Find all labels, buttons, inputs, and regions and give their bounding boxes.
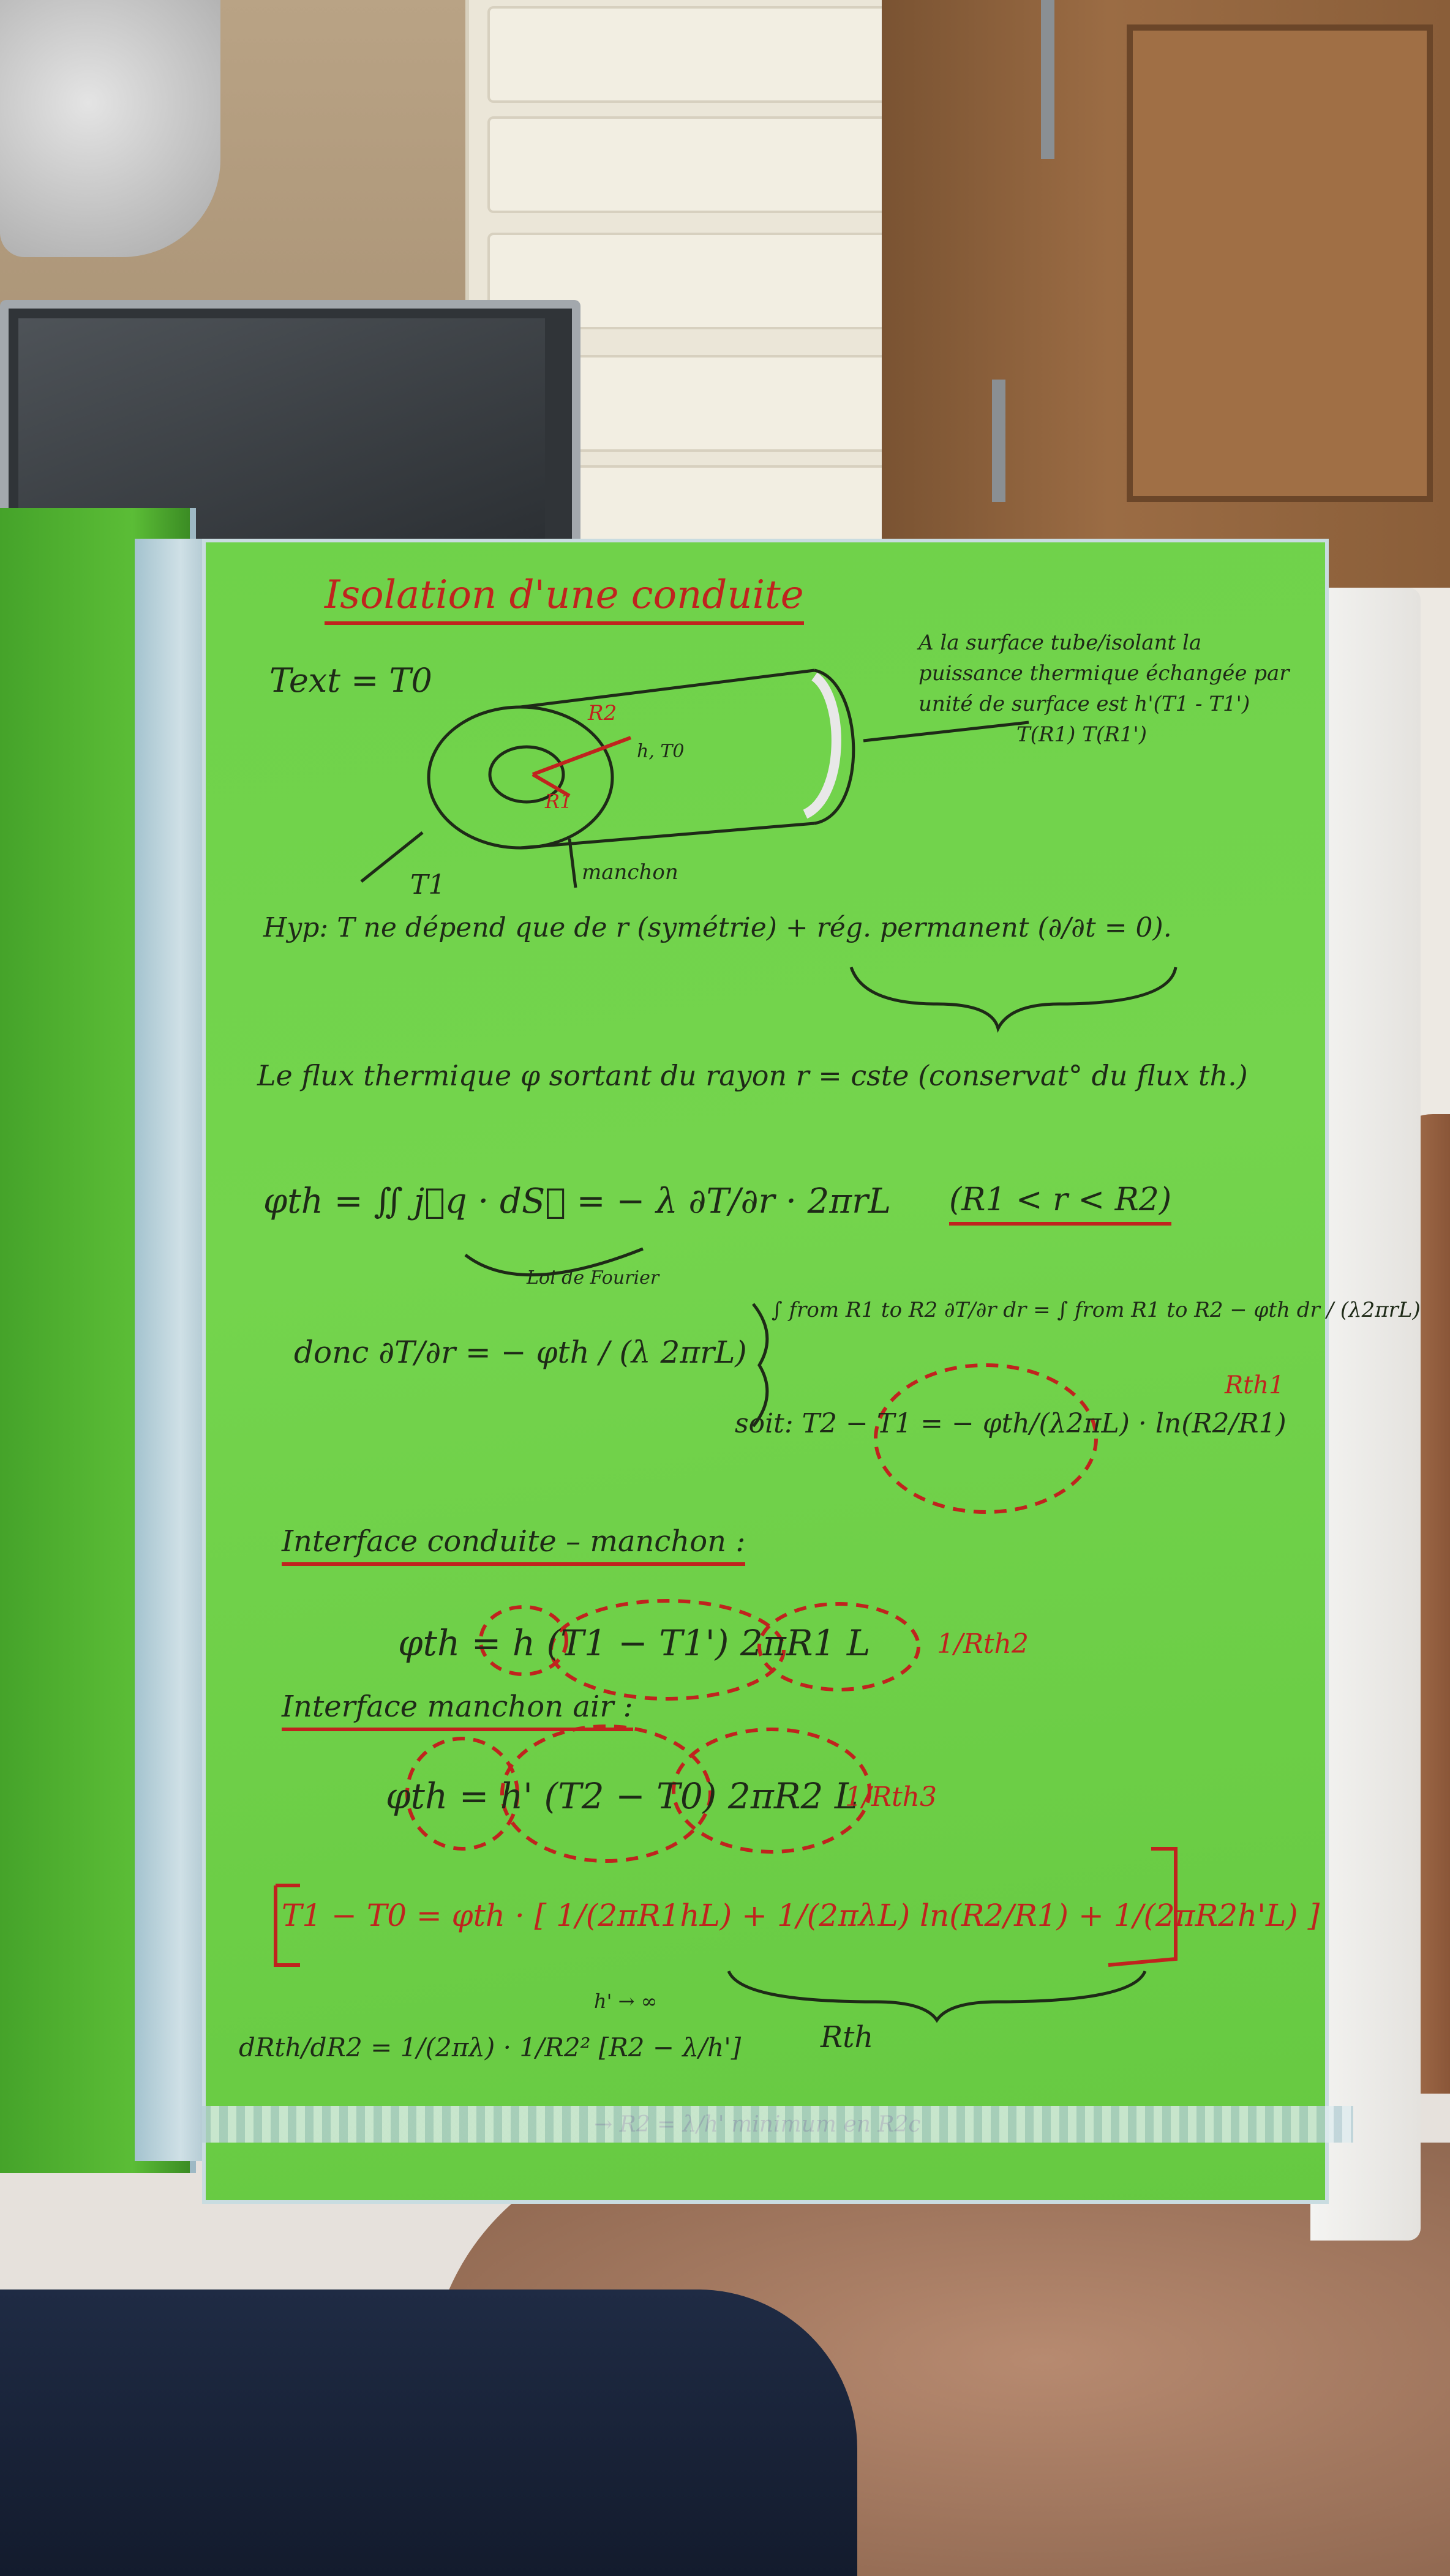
flux-statement: Le flux thermique φ sortant du rayon r = cste (conservat° du flux th.) (257, 1059, 1248, 1092)
rth2-label: 1/Rth2 (937, 1628, 1029, 1660)
integral-equation: ∫ from R1 to R2 ∂T/∂r dr = ∫ from R1 to R2 − φth dr / (λ2πrL) (772, 1298, 1421, 1322)
label-t1: T1 (410, 869, 446, 900)
surface-note-3: unité de surface est h'(T1 - T1') (918, 692, 1250, 716)
cabinet-panel (1127, 24, 1433, 502)
drawer (487, 6, 896, 103)
label-r1: R1 (545, 790, 573, 813)
phi-integral: φth = ∬ j⃗q · dS⃗ = − λ ∂T/∂r · 2πrL (263, 1181, 892, 1221)
rth-brace (729, 1971, 1145, 2020)
interface2-equation: φth = h' (T2 − T0) 2πR2 L (386, 1775, 858, 1817)
hinge (1041, 0, 1054, 159)
pipe-outer-end (429, 707, 612, 848)
hinge (992, 380, 1005, 502)
donc-equation: donc ∂T/∂r = − φth / (λ 2πrL) (294, 1335, 747, 1370)
text-ext: Text = T0 (269, 661, 432, 700)
sweater (0, 0, 220, 257)
label-manchon: manchon (582, 860, 678, 885)
range: (R1 < r < R2) (949, 1181, 1171, 1226)
surface-note-1: A la surface tube/isolant la (918, 631, 1202, 655)
shorts (0, 2290, 857, 2576)
surface-note-4: T(R1) T(R1') (1016, 722, 1148, 747)
hyp-brace (851, 967, 1176, 1028)
green-notes-page (202, 539, 1421, 2204)
r2-arrow (533, 738, 631, 774)
interface1-title: Interface conduite – manchon : (282, 1524, 745, 1566)
label-h-t0: h, T0 (637, 741, 685, 762)
pipe-diagram (202, 539, 1329, 2204)
manchon-pointer (569, 839, 576, 888)
label-r2: R2 (588, 701, 617, 725)
note-pointer (863, 722, 1029, 741)
rth3-label: 1/Rth3 (845, 1781, 937, 1813)
drawer (487, 116, 896, 213)
hypothesis: Hyp: T ne dépend que de r (symétrie) + rég. permanent (∂/∂t = 0). (263, 912, 1172, 943)
limit-note: h' → ∞ (594, 1990, 658, 2013)
loi-fourier: Loi de Fourier (527, 1267, 659, 1289)
notes-title: Isolation d'une conduite (325, 572, 804, 625)
pipe-bottom-edge (520, 823, 814, 848)
interface1-equation: φth = h (T1 − T1') 2πR1 L (398, 1622, 871, 1664)
rth1-label: Rth1 (1225, 1371, 1285, 1399)
pipe-highlight (805, 676, 836, 814)
binder-edge (202, 2106, 1353, 2143)
surface-note-2: puissance thermique échangée par (918, 661, 1290, 686)
interface2-title: Interface manchon air : (282, 1690, 633, 1731)
soit-equation: soit: T2 − T1 = − φth/(λ2πL) · ln(R2/R1) (735, 1408, 1287, 1439)
pipe-top-edge (520, 670, 814, 707)
rth-label: Rth (821, 2020, 874, 2054)
total-equation: T1 − T0 = φth · [ 1/(2πR1hL) + 1/(2πλL) ln(R2/R1) + 1/(2πR2h'L) ] (282, 1898, 1320, 1933)
derivative-equation: dRth/dR2 = 1/(2πλ) · 1/R2² [R2 − λ/h'] (239, 2032, 742, 2062)
